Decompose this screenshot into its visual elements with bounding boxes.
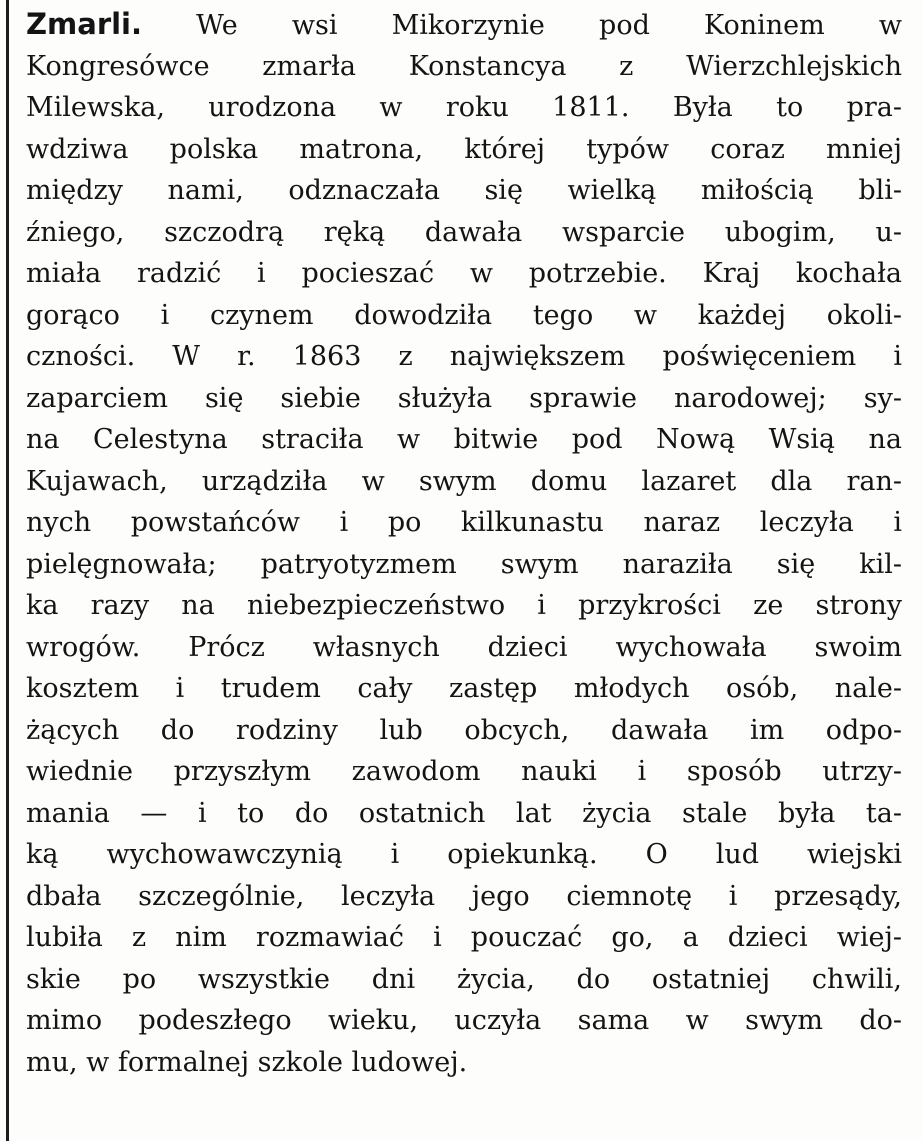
text-line: między nami, odznaczała się wielką miłością bli- (26, 175, 902, 206)
text-line: pielęgnowała; patryotyzmem swym naraziła się kil- (26, 548, 902, 580)
text-line: lubiła z nim rozmawiać i pouczać go, a dzieci wiej- (26, 922, 902, 953)
text-line: czności. W r. 1863 z największem poświęceniem i (26, 341, 902, 372)
text-line: źniego, szczodrą ręką dawała wsparcie ubogim, u- (26, 216, 902, 248)
text-line: Milewska, urodzona w roku 1811. Była to pra- (26, 92, 902, 123)
text-line: Kongresówce zmarła Konstancya z Wierzchlejskich (26, 50, 902, 82)
text-line: żących do rodziny lub obcych, dawała im odpo- (26, 714, 902, 746)
obituary-column (26, 4, 902, 1083)
text-line: mania — i to do ostatnich lat życia stale była ta- (26, 797, 902, 829)
obituary-heading: Zmarli. (26, 7, 143, 41)
text-line: gorąco i czynem dowodziła tego w każdej okoli- (26, 299, 902, 331)
text-line: ką wychowawczynią i opiekunką. O lud wiejski (26, 839, 902, 870)
text-line: kosztem i trudem cały zastęp młodych osób, nale- (26, 673, 902, 704)
text-line (26, 4, 902, 46)
text-line: miała radzić i pocieszać w potrzebie. Kraj kochała (26, 258, 902, 289)
text-line: mimo podeszłego wieku, uczyła sama w swym do- (26, 1005, 902, 1036)
text-line: Kujawach, urządziła w swym domu lazaret dla ran- (26, 465, 902, 497)
text-line: skie po wszystkie dni życia, do ostatniej chwili, (26, 963, 902, 995)
text-line-content: We wsi Mikorzynie pod Koninem w (142, 10, 902, 41)
text-line: na Celestyna straciła w bitwie pod Nową Wsią na (26, 424, 902, 455)
text-line: mu, w formalnej szkole ludowej. (26, 1046, 468, 1078)
text-line: nych powstańców i po kilkunastu naraz leczyła i (26, 507, 902, 538)
text-line: wiednie przyszłym zawodom nauki i sposób utrzy- (26, 756, 902, 787)
text-line: dbała szczególnie, leczyła jego ciemnotę i przesądy, (26, 880, 902, 912)
text-line: ka razy na niebezpieczeństwo i przykrości ze strony (26, 590, 902, 621)
text-line: zaparciem się siebie służyła sprawie narodowej; sy- (26, 382, 902, 414)
column-rule (6, 0, 9, 1141)
text-line: wrogów. Prócz własnych dzieci wychowała swoim (26, 631, 902, 663)
text-line: wdziwa polska matrona, której typów coraz mniej (26, 133, 902, 165)
